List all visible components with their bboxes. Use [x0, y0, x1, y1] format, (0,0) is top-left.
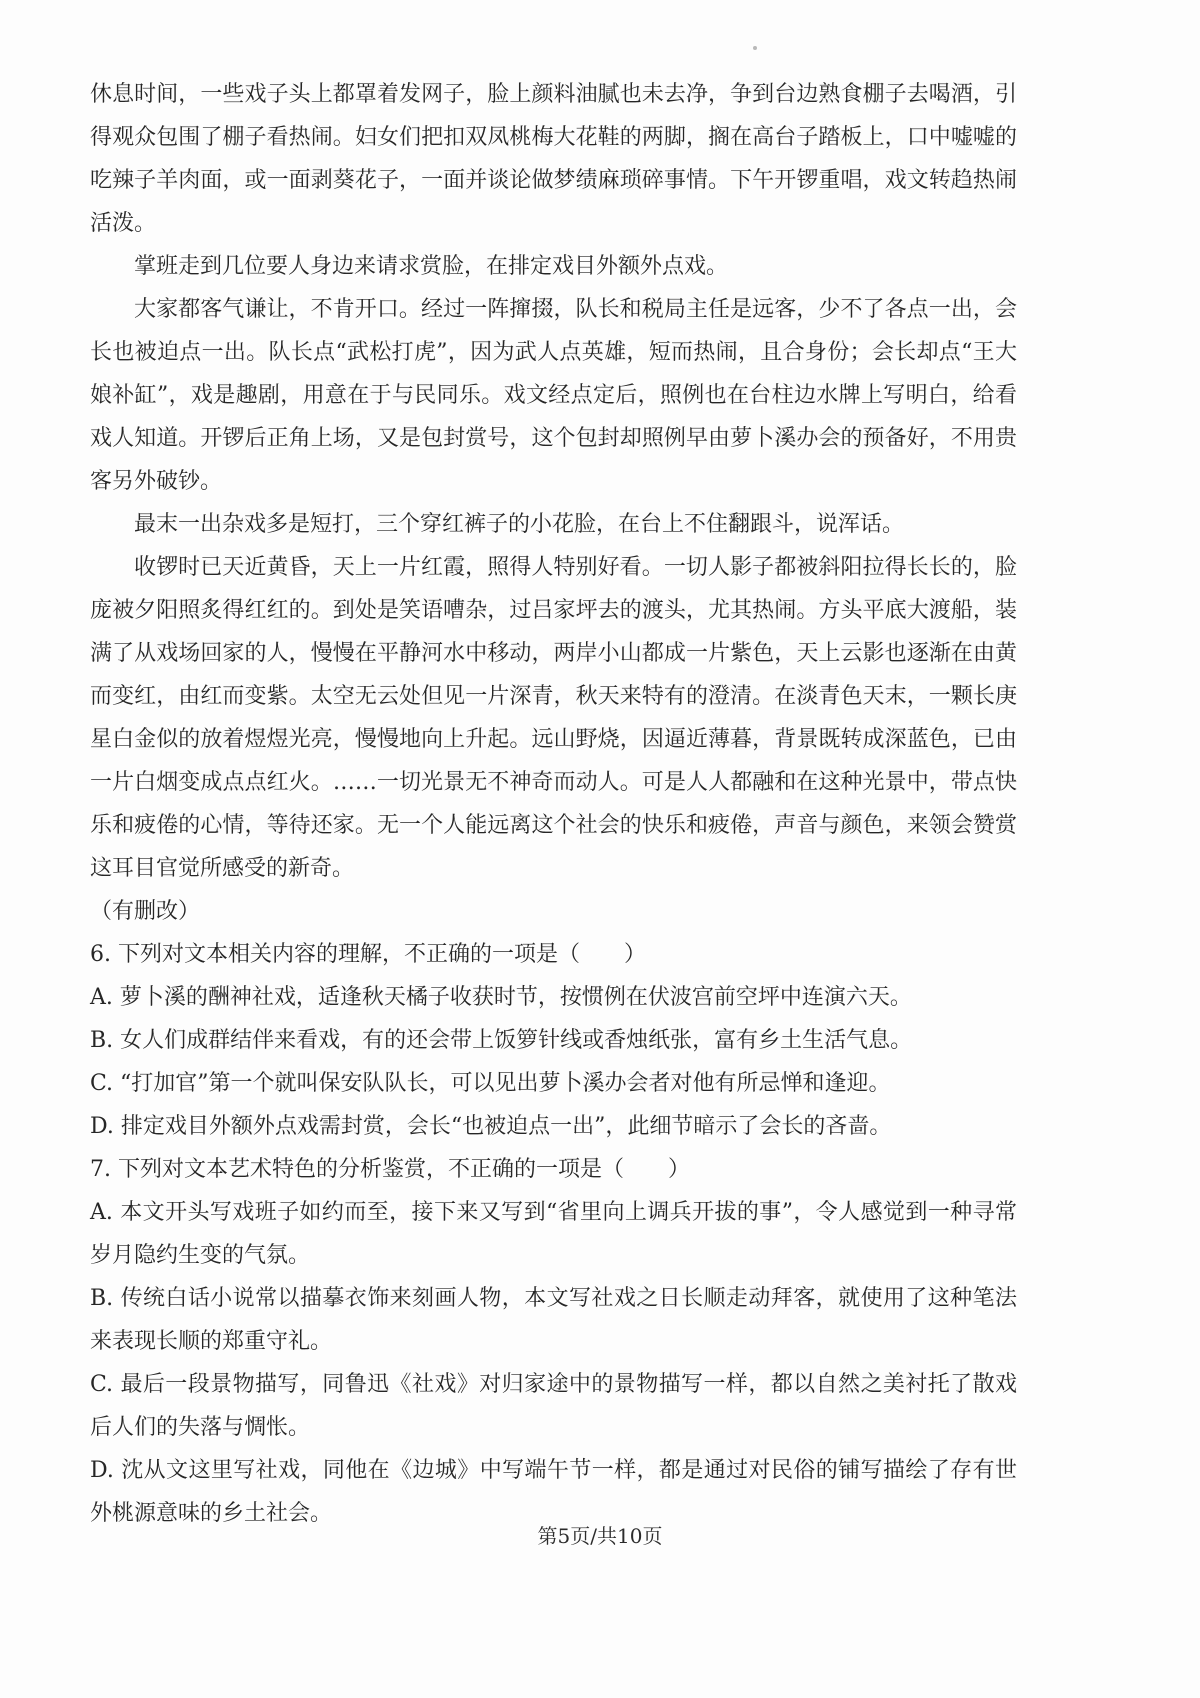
question-option-c: C. 最后一段景物描写，同鲁迅《社戏》对归家途中的景物描写一样，都以自然之美衬托了散戏后人们的失落与惆怅。 — [90, 1372, 1017, 1440]
passage-paragraph: 收锣时已天近黄昏，天上一片红霞，照得人特别好看。一切人影子都被斜阳拉得长长的，脸庞被夕阳照炙得红红的。到处是笑语嘈杂，过吕家坪去的渡头，尤其热闹。方头平底大渡船，装满了从戏场回家的人，慢慢在平静河水中移动，两岸小山都成一片紫色，天上云影也逐渐在由黄而变红，由红而变紫。太空无云处但见一片深青，秋天来特有的澄清。在淡青色天末，一颗长庚星白金似的放着煜煜光亮，慢慢地向上升起。远山野烧，因逼近薄暮，背景既转成深蓝色，已由一片白烟变成点点红火。……一切光景无不神奇而动人。可是人人都融和在这种光景中，带点快乐和疲倦的心情，等待还家。无一个人能远离这个社会的快乐和疲倦，声音与颜色，来领会赞赏这耳目官觉所感受的新奇。 — [90, 555, 1017, 881]
question-option-b: B. 传统白话小说常以描摹衣饰来刻画人物，本文写社戏之日长顺走动拜客，就使用了这种笔法来表现长顺的郑重守礼。 — [90, 1286, 1017, 1354]
question-option-d: D. 沈从文这里写社戏，同他在《边城》中写端午节一样，都是通过对民俗的铺写描绘了存有世外桃源意味的乡土社会。 — [90, 1458, 1017, 1526]
question-option-b: B. 女人们成群结伴来看戏，有的还会带上饭箩针线或香烛纸张，富有乡土生活气息。 — [90, 1028, 913, 1053]
passage-attribution: （有删改） — [90, 899, 201, 924]
passage-paragraph: 休息时间，一些戏子头上都罩着发网子，脸上颜料油腻也未去净，争到台边熟食棚子去喝酒，引得观众包围了棚子看热闹。妇女们把扣双凤桃梅大花鞋的两脚，搁在高台子踏板上，口中嘘嘘的吃辣子羊肉面，或一面剥葵花子，一面并谈论做梦绩麻琐碎事情。下午开锣重唱，戏文转趋热闹活泼。 — [90, 82, 1017, 236]
question-option-a: A. 萝卜溪的酬神社戏，适逢秋天橘子收获时节，按惯例在伏波宫前空坪中连演六天。 — [90, 985, 912, 1010]
passage-paragraph: 掌班走到几位要人身边来请求赏脸，在排定戏目外额外点戏。 — [134, 254, 729, 279]
scan-speck — [753, 46, 757, 50]
question-7 — [90, 1148, 1017, 1535]
passage-paragraph: 大家都客气谦让，不肯开口。经过一阵撺掇，队长和税局主任是远客，少不了各点一出，会长也被迫点一出。队长点“武松打虎”，因为武人点英雄，短而热闹，且合身份；会长却点“王大娘补缸”，戏是趣剧，用意在于与民同乐。戏文经点定后，照例也在台柱边水牌上写明白，给看戏人知道。开锣后正角上场，又是包封赏号，这个包封却照例早由萝卜溪办会的预备好，不用贵客另外破钞。 — [90, 297, 1017, 494]
passage-paragraph: 最末一出杂戏多是短打，三个穿红裤子的小花脸，在台上不住翻跟斗，说浑话。 — [134, 512, 905, 537]
question-option-a: A. 本文开头写戏班子如约而至，接下来又写到“省里向上调兵开拔的事”，令人感觉到一种寻常岁月隐约生变的气氛。 — [90, 1200, 1017, 1268]
page-number: 第5页/共10页 — [537, 1524, 663, 1548]
question-stem: 6. 下列对文本相关内容的理解，不正确的一项是（ ） — [90, 942, 646, 967]
question-option-d: D. 排定戏目外额外点戏需封赏，会长“也被迫点一出”，此细节暗示了会长的吝啬。 — [90, 1114, 892, 1139]
question-option-c: C. “打加官”第一个就叫保安队队长，可以见出萝卜溪办会者对他有所忌惮和逢迎。 — [90, 1071, 891, 1096]
question-stem: 7. 下列对文本艺术特色的分析鉴赏，不正确的一项是（ ） — [90, 1157, 690, 1182]
reading-passage — [90, 73, 1017, 933]
question-6 — [90, 933, 1017, 1148]
